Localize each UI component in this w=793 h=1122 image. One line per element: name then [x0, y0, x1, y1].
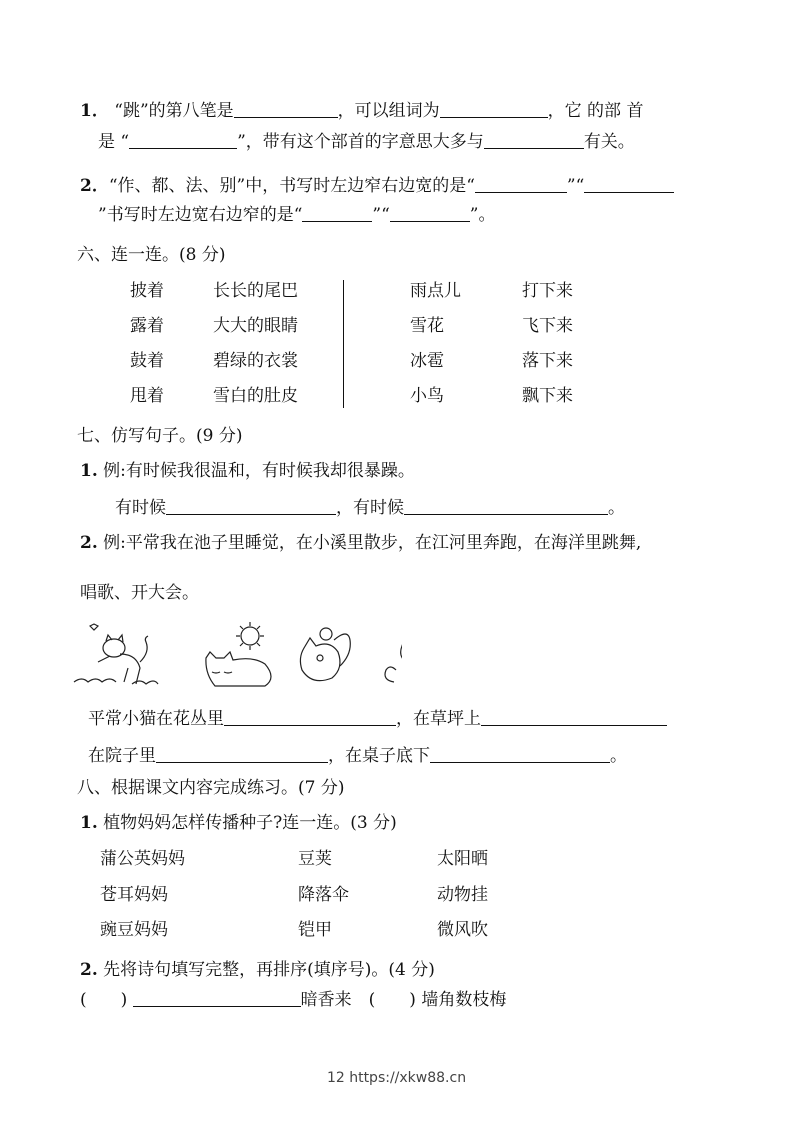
- match-item[interactable]: 太阳晒: [437, 849, 488, 869]
- match-item[interactable]: 雨点儿: [410, 281, 461, 301]
- answer-blank[interactable]: [584, 174, 674, 193]
- text: 暗香来: [300, 990, 352, 1010]
- text: ，在桌子底下: [328, 746, 430, 766]
- q8-2-prompt: [80, 959, 435, 981]
- text: 是 “: [98, 132, 130, 152]
- text: ，有时候: [336, 498, 404, 518]
- text: 。: [608, 498, 625, 518]
- answer-blank[interactable]: [481, 707, 667, 726]
- q5-2-line2: [98, 203, 495, 226]
- match-item[interactable]: 披着: [130, 281, 164, 301]
- match-item[interactable]: 动物挂: [437, 885, 488, 905]
- match-item[interactable]: 蒲公英妈妈: [100, 849, 185, 869]
- question-number: 2.: [80, 533, 98, 553]
- text: 在院子里: [88, 746, 156, 766]
- text: 有关。: [583, 132, 635, 152]
- text: 墙角数枝梅: [421, 990, 507, 1010]
- q7-2-example-cont: 唱歌、开大会。: [80, 583, 199, 603]
- question-number: 1．: [80, 101, 109, 121]
- text: “跳”的第八笔是: [114, 101, 234, 121]
- match-item[interactable]: 冰雹: [410, 351, 444, 371]
- match-item[interactable]: 降落伞: [298, 885, 349, 905]
- match-item[interactable]: 微风吹: [437, 920, 488, 940]
- text: 平常小猫在花丛里: [88, 709, 224, 729]
- text: 例:平常我在池子里睡觉，在小溪里散步，在江河里奔跑，在海洋里跳舞,: [103, 533, 642, 553]
- cat-in-flowers-image: [74, 624, 158, 684]
- answer-blank[interactable]: [234, 99, 338, 118]
- answer-blank[interactable]: [475, 174, 567, 193]
- q7-1-answer: [115, 496, 625, 519]
- match-item[interactable]: 甩着: [130, 386, 164, 406]
- q7-2-answer-line2: [88, 744, 627, 767]
- cat-illustrations: [72, 620, 402, 692]
- question-number: 1.: [80, 813, 98, 833]
- q7-2-answer-line1: [88, 707, 667, 730]
- q5-1-line1: [80, 99, 643, 122]
- answer-blank[interactable]: [484, 130, 584, 149]
- question-number: 2.: [80, 960, 98, 980]
- order-box[interactable]: ( ): [368, 990, 416, 1010]
- match-item[interactable]: 小鸟: [410, 386, 444, 406]
- match-item[interactable]: 豌豆妈妈: [100, 920, 168, 940]
- q7-1-example: [80, 460, 415, 482]
- match-item[interactable]: 雪白的肚皮: [213, 386, 298, 406]
- match-item[interactable]: 飘下来: [522, 386, 573, 406]
- match-item[interactable]: 落下来: [522, 351, 573, 371]
- answer-blank[interactable]: [224, 707, 396, 726]
- match-item[interactable]: 铠甲: [298, 920, 332, 940]
- text: ，可以组词为: [337, 101, 440, 121]
- text: ，在草坪上: [396, 709, 481, 729]
- text: ”，带有这个部首的字意思大多与: [237, 132, 484, 152]
- answer-blank[interactable]: [302, 203, 372, 222]
- order-box[interactable]: ( ): [80, 990, 128, 1010]
- answer-blank[interactable]: [133, 988, 301, 1007]
- text: 先将诗句填写完整，再排序(填序号)。(4 分): [103, 960, 435, 980]
- answer-blank[interactable]: [166, 496, 336, 515]
- text: ”书写时左边宽右边窄的是“: [98, 205, 303, 225]
- match-item[interactable]: 苍耳妈妈: [100, 885, 168, 905]
- q7-2-example: [80, 532, 641, 554]
- section-six-title: 六、连一连。(8 分): [77, 245, 226, 265]
- sleeping-cat-and-sun-image: [206, 622, 271, 686]
- answer-blank[interactable]: [129, 130, 237, 149]
- match-item[interactable]: 露着: [130, 316, 164, 336]
- answer-blank[interactable]: [390, 203, 470, 222]
- answer-blank[interactable]: [430, 744, 610, 763]
- text: ”“: [566, 176, 585, 196]
- text: ，它 的部 首: [547, 101, 644, 121]
- text: 植物妈妈怎样传播种子?连一连。(3 分): [103, 813, 397, 833]
- section-seven-title: 七、仿写句子。(9 分): [77, 426, 243, 446]
- text: ”。: [469, 205, 496, 225]
- divider-line: [343, 280, 344, 408]
- text: 例:有时候我很温和，有时候我却很暴躁。: [103, 461, 415, 481]
- q8-1-prompt: [80, 812, 397, 834]
- sitting-cat-image: [385, 634, 402, 684]
- match-item[interactable]: 飞下来: [522, 316, 573, 336]
- text: “作、都、法、别”中，书写时左边窄右边宽的是“: [108, 176, 475, 196]
- q8-2-poem: [80, 988, 506, 1011]
- text: ”“: [372, 205, 390, 225]
- answer-blank[interactable]: [404, 496, 608, 515]
- match-item[interactable]: 鼓着: [130, 351, 164, 371]
- answer-blank[interactable]: [440, 99, 548, 118]
- match-item[interactable]: 打下来: [522, 281, 573, 301]
- match-item[interactable]: 豆荚: [298, 849, 332, 869]
- match-item[interactable]: 大大的眼睛: [213, 316, 298, 336]
- question-number: 2．: [80, 176, 109, 196]
- page-footer: 12 https://xkw88.cn: [326, 1070, 467, 1086]
- q5-1-line2: [98, 130, 635, 153]
- match-item[interactable]: 雪花: [410, 316, 444, 336]
- question-number: 1.: [80, 461, 98, 481]
- text: 。: [610, 746, 627, 766]
- text: 有时候: [115, 498, 166, 518]
- q5-2-line1: [80, 174, 674, 197]
- match-item[interactable]: 碧绿的衣裳: [213, 351, 298, 371]
- cat-playing-ball-image: [300, 628, 350, 681]
- section-eight-title: 八、根据课文内容完成练习。(7 分): [77, 778, 345, 798]
- answer-blank[interactable]: [156, 744, 328, 763]
- match-item[interactable]: 长长的尾巴: [213, 281, 298, 301]
